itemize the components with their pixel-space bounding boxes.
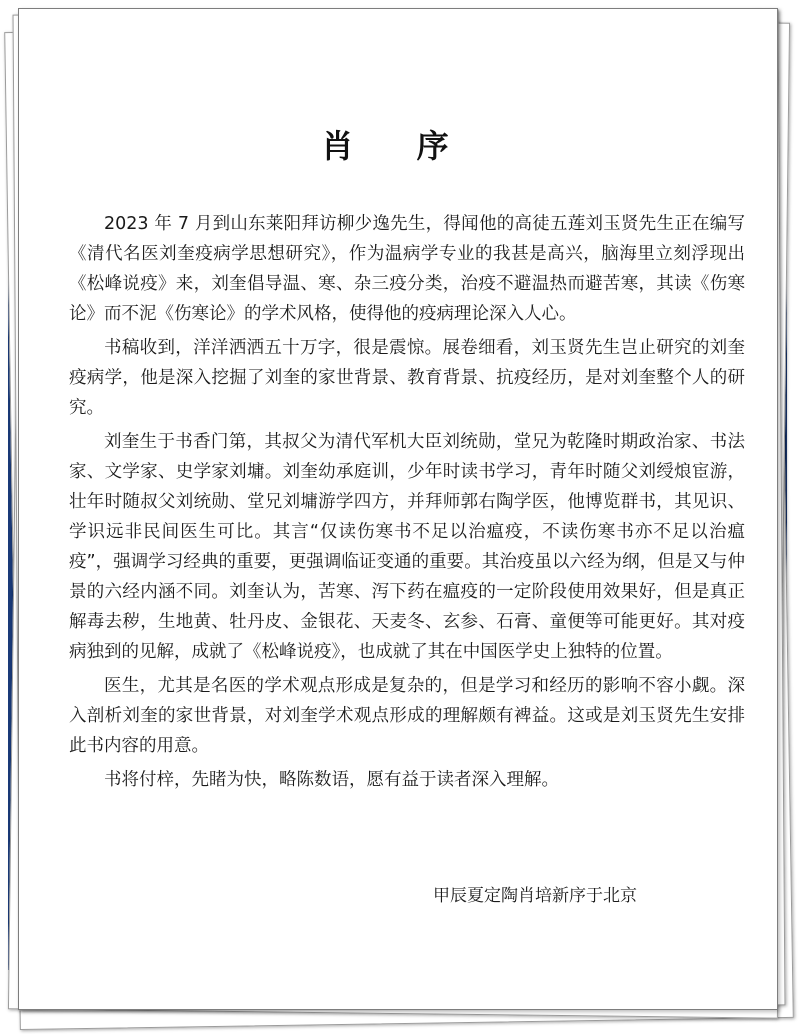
author-signature: 甲辰夏定陶肖培新序于北京 bbox=[433, 886, 637, 906]
paragraph: 医生，尤其是名医的学术观点形成是复杂的，但是学习和经历的影响不容小觑。深入剖析刘奎的家世背景，对刘奎学术观点形成的理解颇有裨益。这或是刘玉贤先生安排此书内容的用意。 bbox=[69, 676, 745, 756]
document-page bbox=[18, 8, 778, 1010]
preface-body bbox=[69, 209, 745, 799]
paragraph: 2023 年 7 月到山东莱阳拜访柳少逸先生，得闻他的高徒五莲刘玉贤先生正在编写《清代名医刘奎疫病学思想研究》，作为温病学专业的我甚是高兴，脑海里立刻浮现出《松峰说疫》来，刘奎倡导温、寒、杂三疫分类，治疫不避温热而避苦寒，其读《伤寒论》而不泥《伤寒论》的学术风格，使得他的疫病理论深入人心。 bbox=[69, 214, 745, 324]
paragraph: 书将付梓，先睹为快，略陈数语，愿有益于读者深入理解。 bbox=[104, 770, 559, 790]
paragraph: 刘奎生于书香门第，其叔父为清代军机大臣刘统勋，堂兄为乾隆时期政治家、书法家、文学家、史学家刘墉。刘奎幼承庭训，少年时读书学习，青年时随父刘绶烺宦游，壮年时随叔父刘统勋、堂兄刘墉游学四方，并拜师郭右陶学医，他博览群书，其见识、学识远非民间医生可比。其言“仅读伤寒书不足以治瘟疫，不读伤寒书亦不足以治瘟疫”，强调学习经典的重要，更强调临证变通的重要。其治疫虽以六经为纲，但是又与仲景的六经内涵不同。刘奎认为，苦寒、泻下药在瘟疫的一定阶段使用效果好，但是真正解毒去秽，生地黄、牡丹皮、金银花、天麦冬、玄参、石膏、童便等可能更好。其对疫病独到的见解，成就了《松峰说疫》，也成就了其在中国医学史上独特的位置。 bbox=[69, 432, 745, 662]
paragraph: 书稿收到，洋洋洒洒五十万字，很是震惊。展卷细看，刘玉贤先生岂止研究的刘奎疫病学，他是深入挖掘了刘奎的家世背景、教育背景、抗疫经历，是对刘奎整个人的研究。 bbox=[69, 338, 745, 418]
page-title: 肖 序 bbox=[321, 127, 475, 165]
